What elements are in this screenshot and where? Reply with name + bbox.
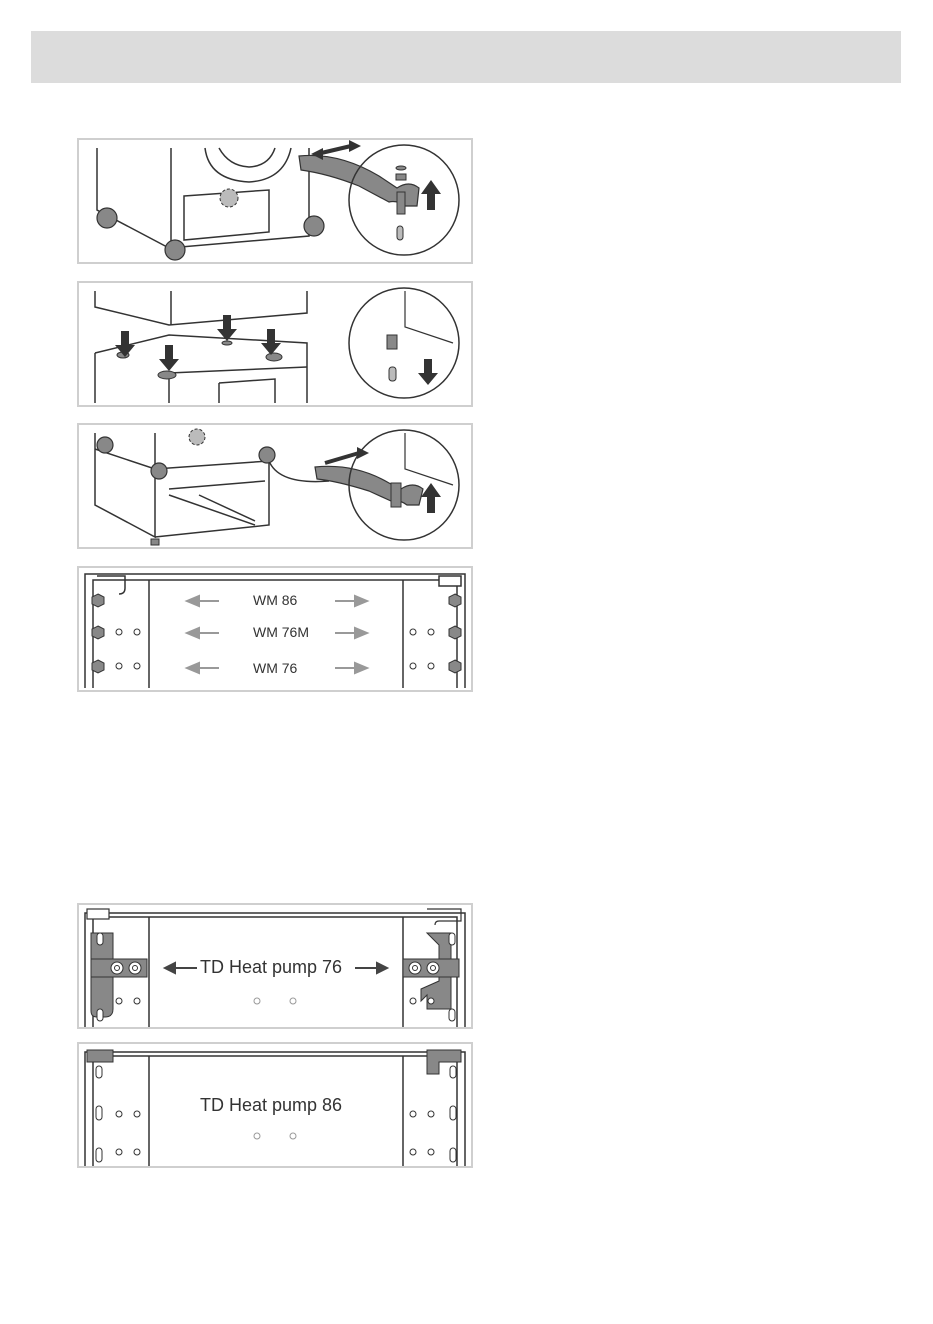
rail-label-wm86: WM 86 — [253, 592, 298, 608]
figure-rail-td76 — [77, 903, 473, 1029]
rail-label-td86: TD Heat pump 86 — [200, 1095, 343, 1115]
adjustable-foot-icon — [97, 208, 324, 260]
figure-rail-wm — [77, 566, 473, 692]
figure-rail-td86 — [77, 1042, 473, 1168]
place-on-base-illustration — [79, 283, 471, 405]
header-band — [31, 31, 901, 83]
rail-label-wm76: WM 76 — [253, 660, 298, 676]
figure-adjust-base-feet — [77, 423, 473, 549]
adjustable-foot-icon — [117, 341, 282, 379]
rail-label-wm76m: WM 76M — [253, 624, 309, 640]
adjust-base-feet-illustration — [79, 425, 471, 547]
arrow-down-icon — [115, 315, 281, 371]
arrow-up-icon — [421, 483, 441, 513]
rail-label-td76: TD Heat pump 76 — [200, 957, 343, 977]
figure-remove-feet — [77, 138, 473, 264]
remove-feet-illustration — [79, 140, 471, 262]
arrow-up-icon — [421, 180, 441, 210]
wrench-icon — [315, 466, 423, 505]
figure-place-on-base — [77, 281, 473, 407]
